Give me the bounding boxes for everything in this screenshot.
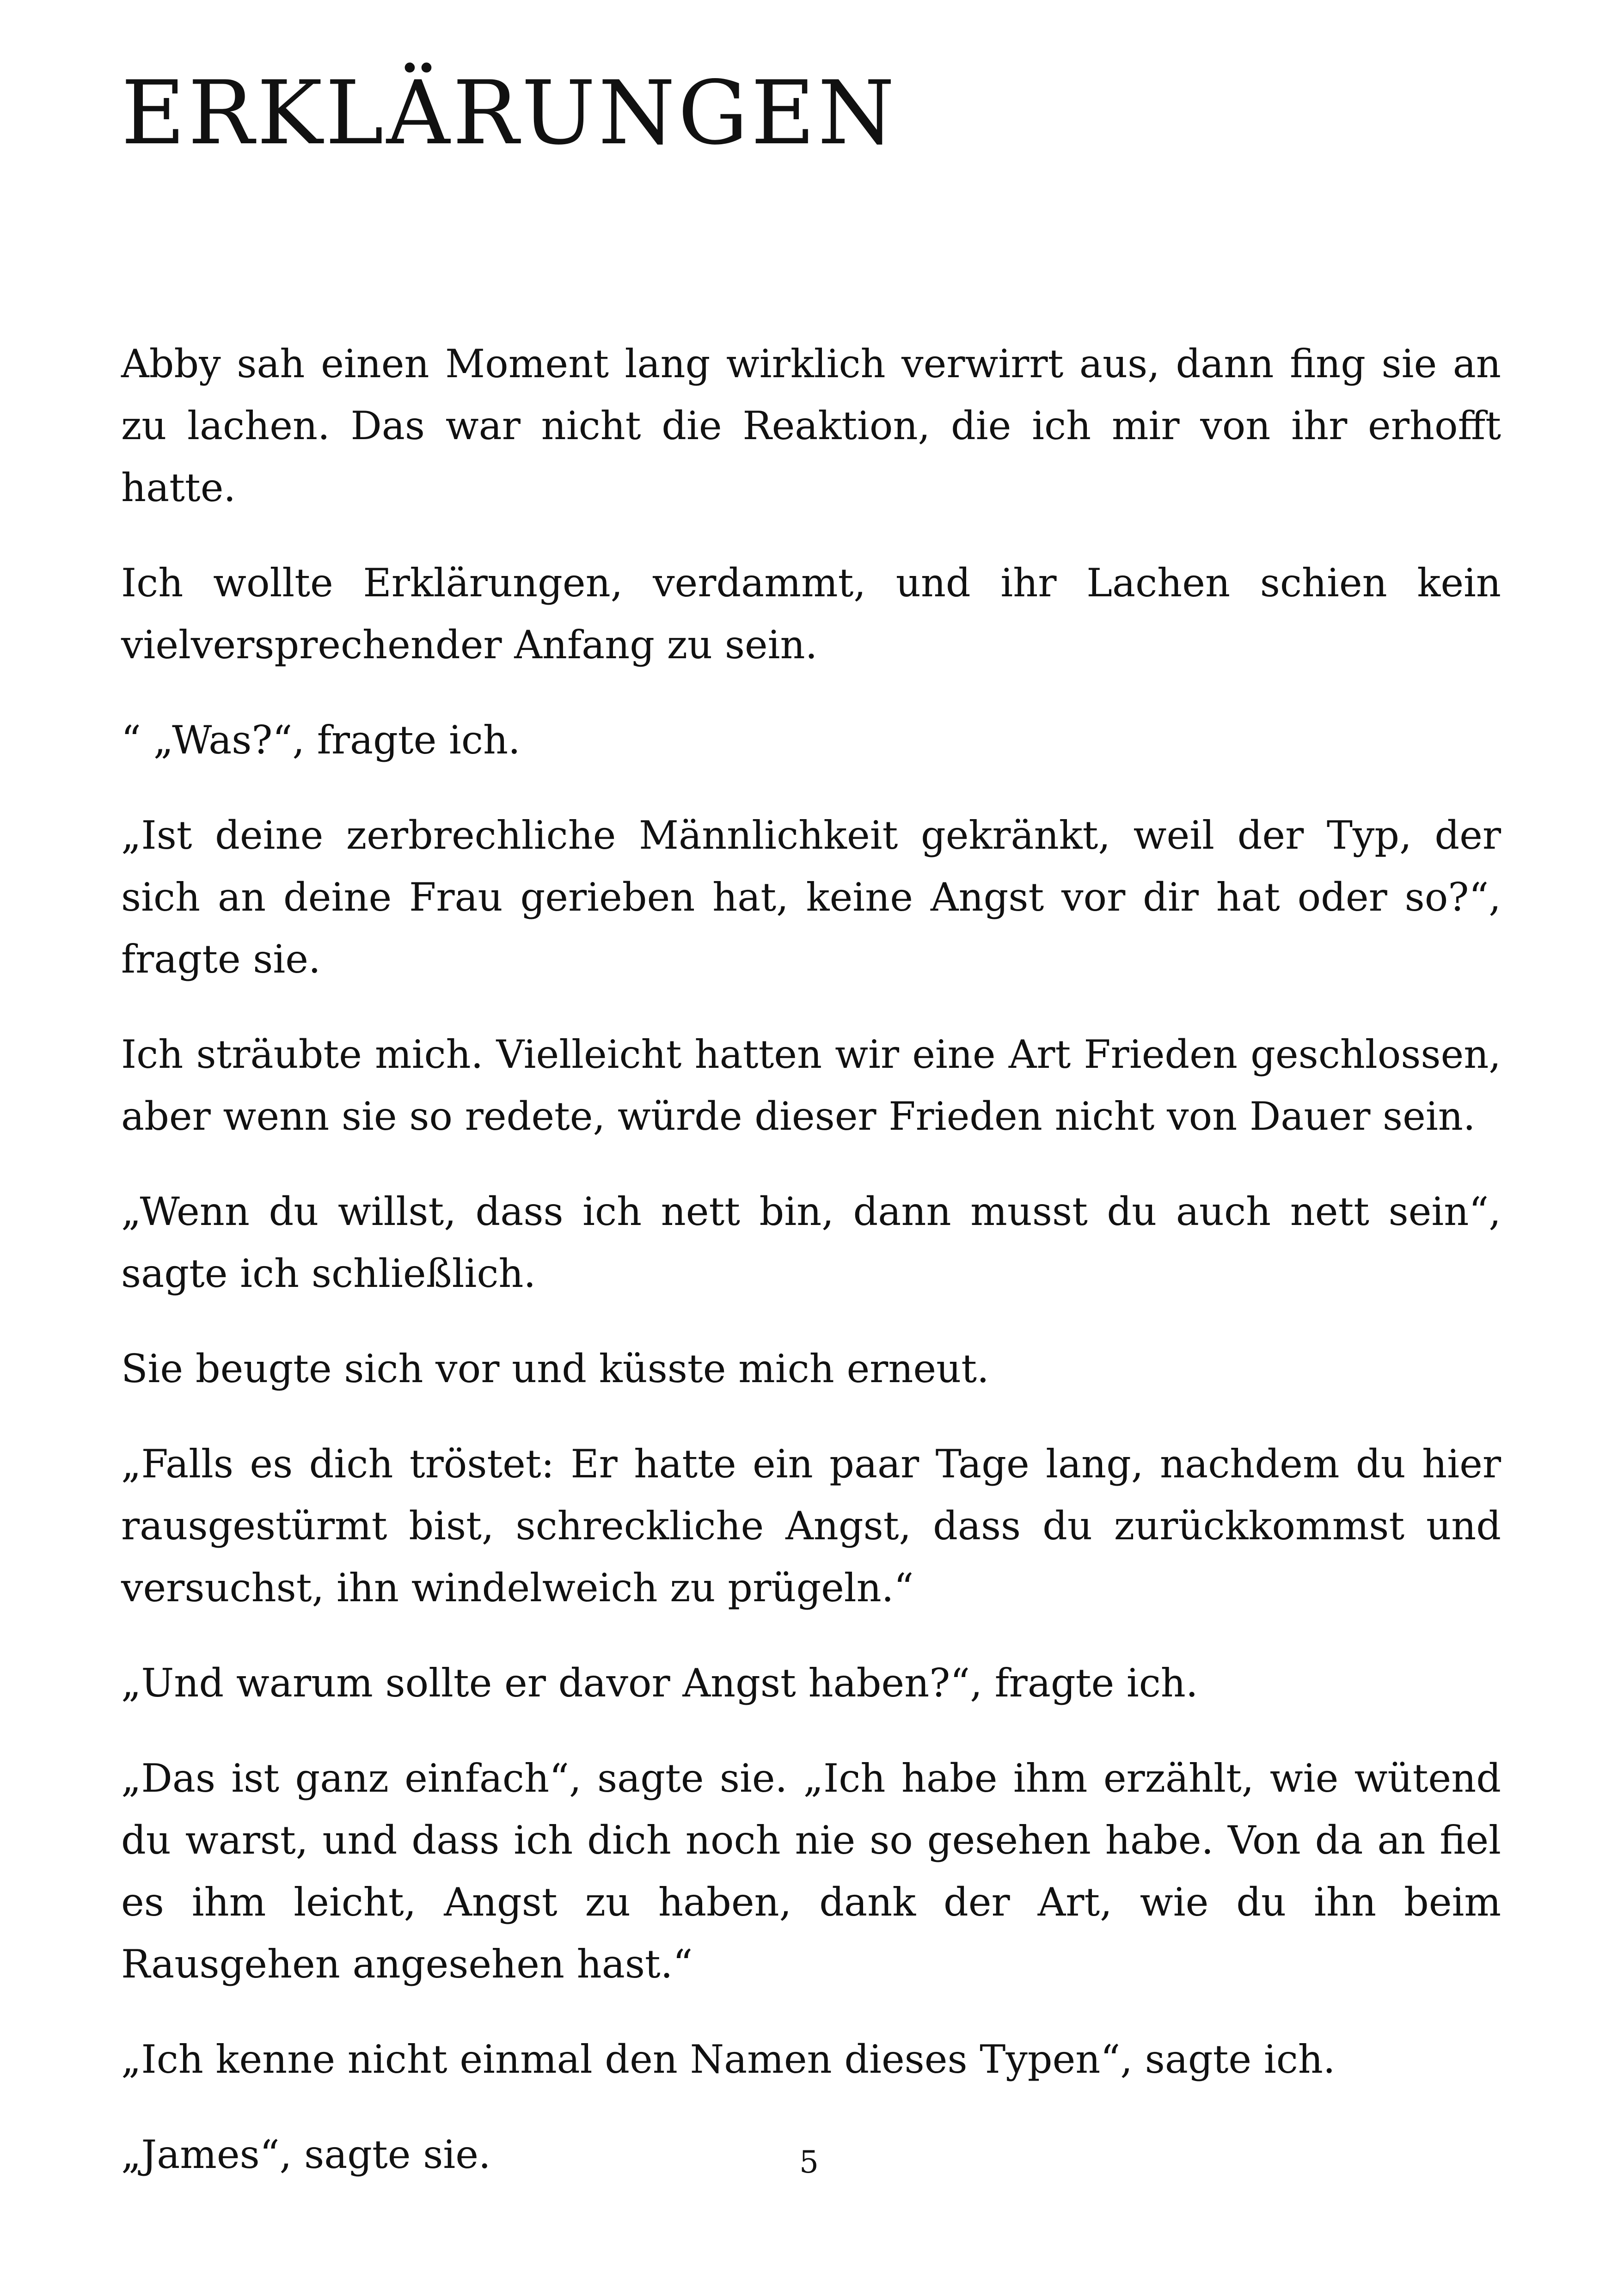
page-number: 5 xyxy=(799,2144,819,2180)
paragraph: „Wenn du willst, dass ich nett bin, dann musst du auch nett sein“, sagte ich schließlich. xyxy=(121,1189,1501,1296)
paragraph: „Das ist ganz einfach“, sagte sie. „Ich habe ihm erzählt, wie wütend du warst, und dass ich dich noch nie so gesehen habe. Von da an fiel es ihm leicht, Angst zu haben, dank der Art, wie du ihn beim Rausgehen angesehen hast.“ xyxy=(121,1756,1501,1987)
paragraph: „Ich kenne nicht einmal den Namen dieses Typen“, sagte ich. xyxy=(121,2037,1336,2082)
chapter-body xyxy=(121,333,1501,2219)
paragraph: „James“, sagte sie. xyxy=(121,2132,491,2177)
paragraph: „Falls es dich tröstet: Er hatte ein paar Tage lang, nachdem du hier rausgestürmt bist, schreckliche Angst, dass du zurückkommst und versuchst, ihn windelweich zu prügeln.“ xyxy=(121,1441,1501,1610)
paragraph: Sie beugte sich vor und küsste mich erneut. xyxy=(121,1346,989,1391)
paragraph: „Ist deine zerbrechliche Männlichkeit gekränkt, weil der Typ, der sich an deine Frau gerieben hat, keine Angst vor dir hat oder so?“, fragte sie. xyxy=(121,813,1501,982)
paragraph: Ich sträubte mich. Vielleicht hatten wir eine Art Frieden geschlossen, aber wenn sie so redete, würde dieser Frieden nicht von Dauer sein. xyxy=(121,1032,1501,1139)
paragraph: „Und warum sollte er davor Angst haben?“, fragte ich. xyxy=(121,1660,1198,1706)
paragraph: “ „Was?“, fragte ich. xyxy=(121,717,521,763)
chapter-title: ERKLÄRUNGEN xyxy=(121,62,898,164)
paragraph: Abby sah einen Moment lang wirklich verwirrt aus, dann fing sie an zu lachen. Das war nicht die Reaktion, die ich mir von ihr erhofft hatte. xyxy=(121,341,1501,510)
paragraph: Ich wollte Erklärungen, verdammt, und ihr Lachen schien kein vielversprechender Anfang zu sein. xyxy=(121,560,1501,667)
